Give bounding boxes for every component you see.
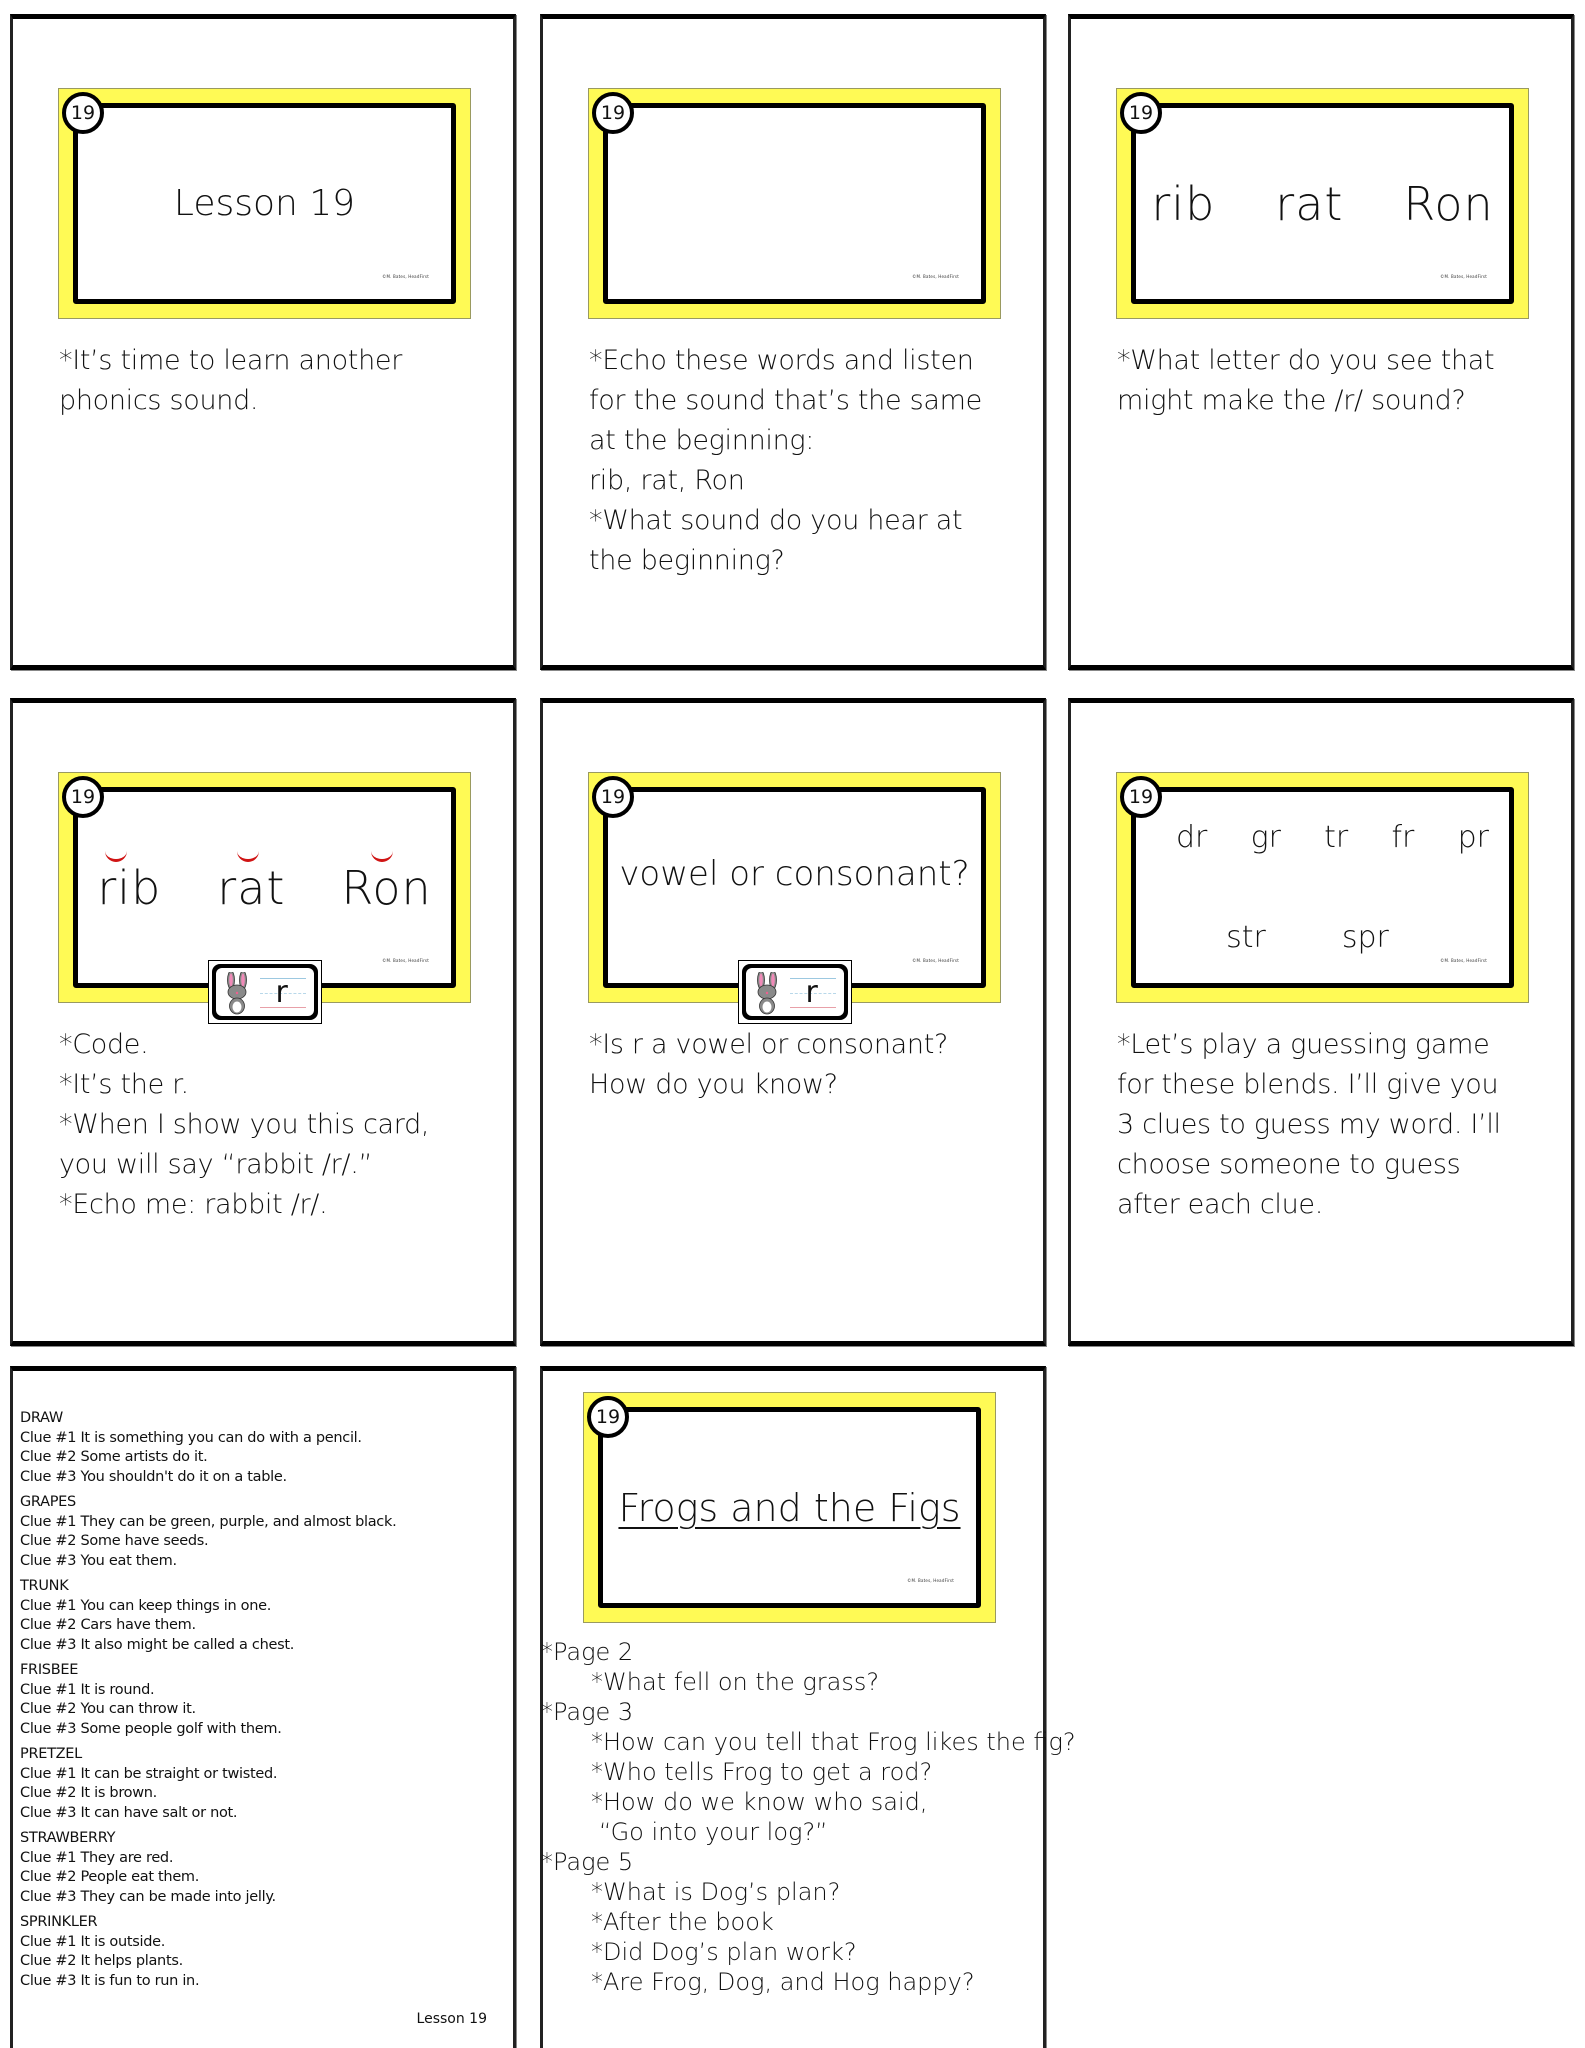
word-row xyxy=(97,861,431,915)
clue: Clue #3 Some people golf with them. xyxy=(20,1720,282,1737)
clue-list xyxy=(20,1409,396,1997)
slide-panel-blends xyxy=(1068,698,1574,1346)
blend: dr xyxy=(1176,820,1208,855)
copyright-mark: ©M. Bates, HeadFirst xyxy=(912,274,959,279)
clue-word: FRISBEE xyxy=(20,1662,79,1678)
question: *After the book xyxy=(591,1908,774,1936)
blend: tr xyxy=(1324,820,1349,855)
clue: Clue #3 You shouldn't do it on a table. xyxy=(20,1468,287,1485)
slide-card xyxy=(1116,88,1529,319)
clues-panel xyxy=(10,1366,516,2048)
code-card-face xyxy=(216,968,314,1016)
clue: Clue #2 Some artists do it. xyxy=(20,1449,208,1465)
word-text: Ron xyxy=(341,860,432,915)
clue-word: TRUNK xyxy=(20,1578,69,1594)
word-text: rib xyxy=(97,860,162,915)
clue: Clue #1 They are red. xyxy=(20,1849,174,1866)
clue: Clue #1 It is round. xyxy=(20,1681,155,1698)
clue-word: DRAW xyxy=(20,1410,63,1426)
clue: Clue #2 People eat them. xyxy=(20,1869,200,1885)
rabbit-icon xyxy=(222,972,252,1016)
clue-group xyxy=(20,1409,396,1487)
clue-group xyxy=(20,1745,396,1823)
clue: Clue #3 You eat them. xyxy=(20,1552,177,1569)
clue: Clue #2 Some have seeds. xyxy=(20,1533,209,1549)
slide-panel-lesson-title xyxy=(10,14,516,670)
question: *What is Dog’s plan? xyxy=(591,1878,841,1906)
teacher-notes xyxy=(1117,341,1557,421)
teacher-notes xyxy=(59,1025,499,1225)
note-line: you will say “rabbit /r/.” xyxy=(59,1149,373,1180)
slide-card-inner xyxy=(603,103,986,304)
question-continuation: “Go into your log?” xyxy=(599,1818,828,1846)
clue: Clue #1 It is outside. xyxy=(20,1933,166,1950)
clue: Clue #3 It is fun to run in. xyxy=(20,1972,200,1989)
copyright-mark: ©M. Bates, HeadFirst xyxy=(382,958,429,963)
clue: Clue #1 It is something you can do with a pencil. xyxy=(20,1429,362,1446)
code-letter: r xyxy=(805,975,818,1010)
word-row-wrap xyxy=(1136,108,1509,299)
note-line: for the sound that’s the same xyxy=(589,385,982,416)
slide-card-inner xyxy=(73,103,456,304)
clue-group xyxy=(20,1829,396,1907)
blend-row-bottom xyxy=(1136,920,1509,955)
lesson-number-badge: 19 xyxy=(587,1396,629,1438)
lesson-number-badge: 19 xyxy=(1120,92,1162,134)
sound-code-card xyxy=(208,960,322,1024)
blend: gr xyxy=(1250,820,1281,855)
copyright-mark: ©M. Bates, HeadFirst xyxy=(1440,274,1487,279)
note-line: phonics sound. xyxy=(59,385,259,416)
book-title-wrap xyxy=(603,1412,976,1603)
clue: Clue #3 They can be made into jelly. xyxy=(20,1888,276,1905)
note-line: How do you know? xyxy=(589,1069,838,1100)
question: *What fell on the grass? xyxy=(591,1668,880,1696)
sound-code-card xyxy=(738,960,852,1024)
copyright-mark: ©M. Bates, HeadFirst xyxy=(382,274,429,279)
copyright-mark: ©M. Bates, HeadFirst xyxy=(1440,958,1487,963)
slide-card-inner xyxy=(1131,787,1514,988)
slide-card xyxy=(58,772,471,1010)
clue-group xyxy=(20,1493,396,1571)
clue: Clue #2 Cars have them. xyxy=(20,1617,196,1633)
clue: Clue #1 It can be straight or twisted. xyxy=(20,1765,278,1782)
lesson-number-badge: 19 xyxy=(62,92,104,134)
blend: str xyxy=(1226,920,1266,955)
slide-title: Lesson 19 xyxy=(173,183,356,224)
slide-question: vowel or consonant? xyxy=(619,853,970,894)
lesson-footer: Lesson 19 xyxy=(416,2011,487,2027)
coded-word xyxy=(217,861,285,915)
page-heading: *Page 2 xyxy=(541,1638,634,1666)
slide-card-inner xyxy=(73,787,456,988)
page-heading: *Page 3 xyxy=(541,1698,634,1726)
question: *How can you tell that Frog likes the fig? xyxy=(591,1728,1076,1756)
note-line: *When I show you this card, xyxy=(59,1109,430,1140)
blend-row-top xyxy=(1176,820,1489,855)
clue: Clue #1 You can keep things in one. xyxy=(20,1597,272,1614)
question: *Who tells Frog to get a rod? xyxy=(591,1758,933,1786)
teacher-notes xyxy=(589,341,1029,581)
note-line: *It’s the r. xyxy=(59,1069,189,1100)
clue: Clue #3 It can have salt or not. xyxy=(20,1804,238,1821)
note-line: *What sound do you hear at xyxy=(589,505,963,536)
word-text: rat xyxy=(217,860,286,915)
blend: fr xyxy=(1391,820,1415,855)
blend: spr xyxy=(1341,920,1389,955)
code-card-border xyxy=(742,964,848,1020)
note-line: rib, rat, Ron xyxy=(589,465,745,496)
copyright-mark: ©M. Bates, HeadFirst xyxy=(912,958,959,963)
note-line: *Echo me: rabbit /r/. xyxy=(59,1189,328,1220)
clue: Clue #2 You can throw it. xyxy=(20,1701,196,1717)
clue: Clue #2 It helps plants. xyxy=(20,1953,183,1969)
lesson-number-badge: 19 xyxy=(592,776,634,818)
teacher-notes xyxy=(589,1025,1029,1105)
copyright-mark: ©M. Bates, HeadFirst xyxy=(907,1578,954,1583)
note-line: might make the /r/ sound? xyxy=(1117,385,1466,416)
comprehension-questions xyxy=(541,1637,1076,1997)
slide-panel-code xyxy=(10,698,516,1346)
clue: Clue #1 They can be green, purple, and almost black. xyxy=(20,1513,397,1530)
note-line: the beginning? xyxy=(589,545,785,576)
clue-word: STRAWBERRY xyxy=(20,1830,116,1846)
coded-word xyxy=(341,861,431,915)
word: rat xyxy=(1275,176,1344,231)
note-line: choose someone to guess xyxy=(1117,1149,1461,1180)
note-line: 3 clues to guess my word. I’ll xyxy=(1117,1109,1501,1140)
code-letter: r xyxy=(275,975,288,1010)
note-line: *What letter do you see that xyxy=(1117,345,1495,376)
slide-panel-words xyxy=(1068,14,1574,670)
word: Ron xyxy=(1403,176,1494,231)
page-heading: *Page 5 xyxy=(541,1848,634,1876)
code-card-border xyxy=(212,964,318,1020)
slide-card xyxy=(583,1392,996,1623)
slide-card-inner xyxy=(1131,103,1514,304)
note-line: *Code. xyxy=(59,1029,149,1060)
clue-word: PRETZEL xyxy=(20,1746,82,1762)
slide-card-inner xyxy=(598,1407,981,1608)
note-line: *Echo these words and listen xyxy=(589,345,974,376)
lesson-number-badge: 19 xyxy=(62,776,104,818)
note-line: *Let’s play a guessing game xyxy=(1117,1029,1490,1060)
clue-group xyxy=(20,1577,396,1655)
note-line: for these blends. I’ll give you xyxy=(1117,1069,1499,1100)
word-row-wrap xyxy=(78,792,451,983)
rabbit-icon xyxy=(752,972,782,1016)
question: *How do we know who said, xyxy=(591,1788,928,1816)
clue-word: SPRINKLER xyxy=(20,1914,98,1930)
clue: Clue #3 It also might be called a chest. xyxy=(20,1636,295,1653)
note-line: *It’s time to learn another xyxy=(59,345,403,376)
clue-word: GRAPES xyxy=(20,1494,76,1510)
slide-card xyxy=(1116,772,1529,1003)
teacher-notes xyxy=(1117,1025,1557,1225)
clue: Clue #2 It is brown. xyxy=(20,1785,157,1801)
coded-word xyxy=(97,861,161,915)
note-line: *Is r a vowel or consonant? xyxy=(589,1029,949,1060)
slide-panel-echo-words xyxy=(540,14,1046,670)
question: *Are Frog, Dog, and Hog happy? xyxy=(591,1968,975,1996)
lesson-number-badge: 19 xyxy=(592,92,634,134)
slide-panel-vowel-consonant xyxy=(540,698,1046,1346)
lesson-number-badge: 19 xyxy=(1120,776,1162,818)
note-line: after each clue. xyxy=(1117,1189,1324,1220)
word: rib xyxy=(1151,176,1216,231)
teacher-notes xyxy=(59,341,499,421)
slide-card xyxy=(588,772,1001,1010)
slide-card-inner xyxy=(603,787,986,988)
blend: pr xyxy=(1457,820,1489,855)
clue-group xyxy=(20,1661,396,1739)
question: *Did Dog’s plan work? xyxy=(591,1938,857,1966)
book-panel xyxy=(540,1366,1076,2048)
book-title: Frogs and the Figs xyxy=(618,1485,961,1530)
slide-card xyxy=(588,88,1001,319)
word-row xyxy=(1151,177,1493,231)
note-line: at the beginning: xyxy=(589,425,815,456)
slide-card xyxy=(58,88,471,319)
code-card-face xyxy=(746,968,844,1016)
clue-group xyxy=(20,1913,396,1991)
